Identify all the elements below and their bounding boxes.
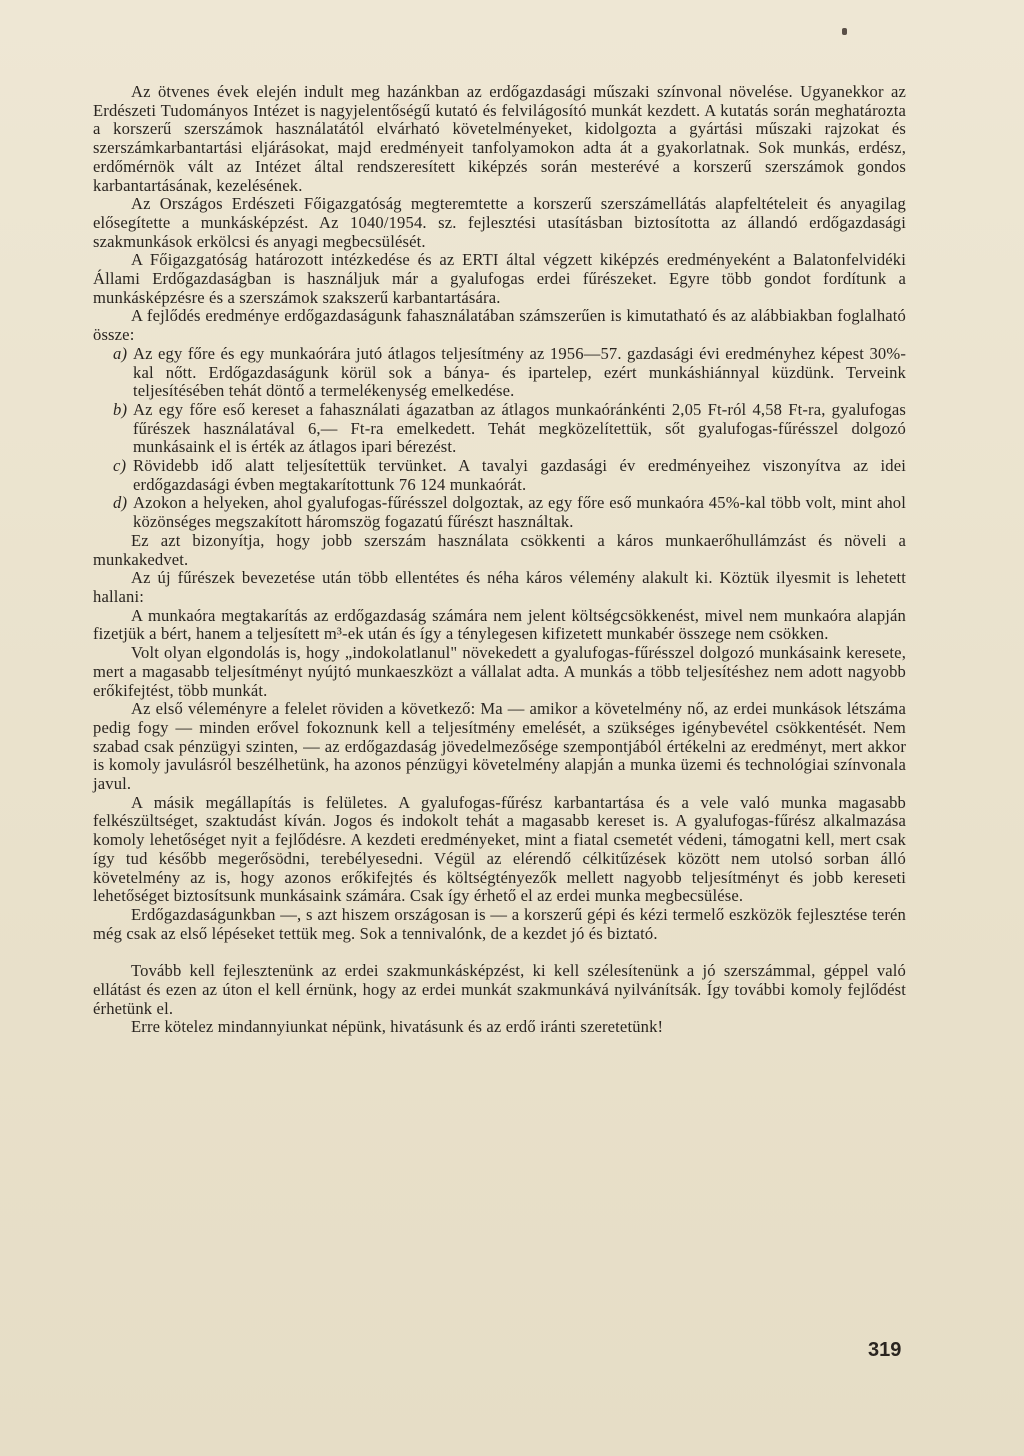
list-item <box>93 401 906 457</box>
list-item <box>93 345 906 401</box>
paragraph: A fejlődés eredménye erdőgazdaságunk fahasználatában számszerűen is kimutatható és az alábbiakban foglalható össze: <box>93 306 906 345</box>
paragraph: Az első véleményre a felelet röviden a következő: Ma — amikor a követelmény nő, az erdei munkások létszáma pedig fogy — minden erővel fokoznunk kell a teljesítmény emelését, a szükséges igénybevétel csökkentését. Nem szabad csak pénzügyi szinten, — az erdőgazdaság jövedelmezősége szempontjából értékelni az eredményt, mert akkor is komoly javulásról beszélhetünk, ha azonos pénzügyi követelmény alapján a munka üzemi és technológiai színvonala javul. <box>93 699 906 794</box>
list-item-label: a) <box>113 343 128 363</box>
list-item-label: c) <box>113 456 127 476</box>
list-item-label: b) <box>113 399 128 419</box>
list-item-text: Azokon a helyeken, ahol gyalufogas-fűrésszel dolgoztak, az egy főre eső munkaóra 45%-kal több volt, mint ahol közönséges megszakított háromszög fogazatú fűrészt használtak. <box>133 493 906 532</box>
list-item-text: Az egy főre eső kereset a fahasználati ágazatban az átlagos munkaóránkénti 2,05 Ft-ról 4,58 Ft-ra, gyalufogas fűrészek használatával 6,— Ft-ra emelkedett. Tehát megközelítettük, sőt gyalufogas-fűrésszel dolgozó munkásaink el is érték az átlagos ipari bérezést. <box>133 399 906 457</box>
list-item-label: d) <box>113 493 128 513</box>
page-number: 319 <box>868 1339 902 1361</box>
paragraph: Erdőgazdaságunkban —, s azt hiszem országosan is — a korszerű gépi és kézi termelő eszközök fejlesztése terén még csak az első lépéseket tettük meg. Sok a tennivalónk, de a kezdet jó és biztató. <box>93 904 906 943</box>
closing-paragraph: Tovább kell fejlesztenünk az erdei szakmunkásképzést, ki kell szélesítenünk a jó szerszámmal, géppel való ellátást és ezen az úton el kell érnünk, hogy az erdei munkát szakmunkává nyilvánítsák. Így további komoly fejlődést érhetünk el. <box>93 961 906 1018</box>
paragraph: Ez azt bizonyítja, hogy jobb szerszám használata csökkenti a káros munkaerőhullámzást és növeli a munkakedvet. <box>93 530 906 569</box>
paragraph: A munkaóra megtakarítás az erdőgazdaság számára nem jelent költségcsökkenést, mivel nem munkaóra alapján fizetjük a bért, hanem a teljesített m³-ek után és így a ténylegesen kifizetett munkabér összege nem csökken. <box>93 605 906 644</box>
list-item-text: Rövidebb idő alatt teljesítettük tervünket. A tavalyi gazdasági év eredményeihez viszonyítva az idei erdőgazdasági évben megtakarítottunk 76 124 munkaórát. <box>133 456 906 494</box>
ink-mark <box>842 28 847 35</box>
paragraph: Az Országos Erdészeti Főigazgatóság megteremtette a korszerű szerszámellátás alapfeltételeit és anyagilag elősegítette a munkásképzést. Az 1040/1954. sz. fejlesztési utasításban biztosította az állandó erdőgazdasági szakmunkások erkölcsi és anyagi megbecsülését. <box>93 194 906 251</box>
list-item <box>93 494 906 531</box>
paragraph: A másik megállapítás is felületes. A gyalufogas-fűrész karbantartása és a vele való munka magasabb felkészültséget, szaktudást kíván. Jogos és indokolt tehát a magasabb kereset is. A gyalufogas-fűrész alkalmazása komoly lehetőséget nyit a fejlődésre. A kezdeti eredményeket, mint a fiatal csemetét védeni, támogatni kell, mert csak így tud később megerősödni, terebélyesedni. Végül az elérendő célkitűzések között nem utolsó sorban álló követelmény az is, hogy azonos erőkifejtés és költségtényezők mellett nagyobb teljesítményt és jobb kereseti lehetőséget biztosítsunk munkásaink számára. Csak így érhető el az erdei munka megbecsülése. <box>93 792 906 906</box>
paragraph: Az ötvenes évek elején indult meg hazánkban az erdőgazdasági műszaki színvonal növelése. Ugyanekkor az Erdészeti Tudományos Intézet is nagyjelentőségű kutató és felvilágosító munkát kezdett. A kutatás során meghatározta a korszerű szerszámok használatától elvárható követelményeket, kidolgozta a gyártási műszaki rajzokat és szerszámkarbantartási eljárásokat, majd eredményeit tanfolyamokon adta át a gyakorlatnak. Sok munkás, erdész, erdőmérnök vált az Intézet által rendszeresített kiképzés során mesterévé a korszerű szerszámok gondos karbantartásának, kezelésének. <box>93 82 906 195</box>
list-item-text: Az egy főre és egy munkaórára jutó átlagos teljesítmény az 1956—57. gazdasági évi eredményhez képest 30%-kal nőtt. Erdőgazdaságunk körül sok a bánya- és ipartelep, ezért munkáshiánnyal küzdünk. Terveink teljesítésében tehát döntő a termelékenység emelkedése. <box>133 343 906 401</box>
paragraph: Az új fűrészek bevezetése után több ellentétes és néha káros vélemény alakult ki. Köztük ilyesmit is lehetett hallani: <box>93 568 906 606</box>
paragraph: A Főigazgatóság határozott intézkedése és az ERTI által végzett kiképzés eredményeként a Balatonfelvidéki Állami Erdőgazdaságban is használjuk már a gyalufogas erdei fűrészeket. Egyre több gondot fordítunk a munkásképzésre és a szerszámok szakszerű karbantartására. <box>93 250 906 307</box>
closing-paragraph: Erre kötelez mindannyiunkat népünk, hivatásunk és az erdő iránti szeretetünk! <box>131 1017 664 1037</box>
article-body <box>93 83 906 1037</box>
list-item <box>93 457 906 494</box>
results-list <box>93 345 906 532</box>
paragraph: Volt olyan elgondolás is, hogy „indokolatlanul" növekedett a gyalufogas-fűrésszel dolgozó munkásaink keresete, mert a magasabb teljesítményt nyújtó munkaeszközt a vállalat adta. A munkás a több teljesítéshez nem adott nagyobb erőkifejtést, több munkát. <box>93 643 906 700</box>
